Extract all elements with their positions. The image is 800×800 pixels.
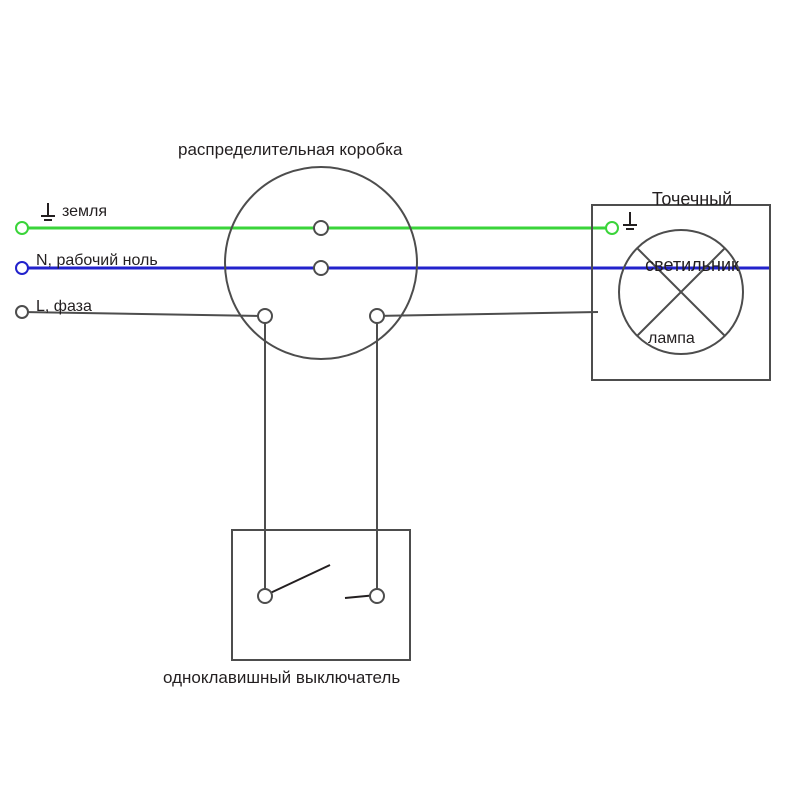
node-junction-neutral xyxy=(314,261,328,275)
node-switch-left xyxy=(258,589,272,603)
junction-box-title: распределительная коробка xyxy=(178,140,403,159)
terminal-ground-source xyxy=(16,222,28,234)
luminaire-title xyxy=(612,144,772,320)
lamp-label: лампа xyxy=(648,330,695,347)
ground-symbol-icon-left xyxy=(41,203,55,220)
ground-label: земля xyxy=(62,203,108,220)
node-junction-ground xyxy=(314,221,328,235)
switch-label: одноклавишный выключатель xyxy=(163,668,401,687)
phase-label: L, фаза xyxy=(36,298,92,315)
terminal-phase-source xyxy=(16,306,28,318)
lamp-feed-wire xyxy=(377,312,598,316)
node-junction-phase-out xyxy=(370,309,384,323)
node-switch-right xyxy=(370,589,384,603)
neutral-label: N, рабочий ноль xyxy=(36,252,158,269)
luminaire-title-line1: Точечный xyxy=(651,189,733,209)
node-junction-phase-in xyxy=(258,309,272,323)
luminaire-title-line2: светильник xyxy=(645,255,739,275)
switch-lever xyxy=(266,565,330,595)
terminal-neutral-source xyxy=(16,262,28,274)
